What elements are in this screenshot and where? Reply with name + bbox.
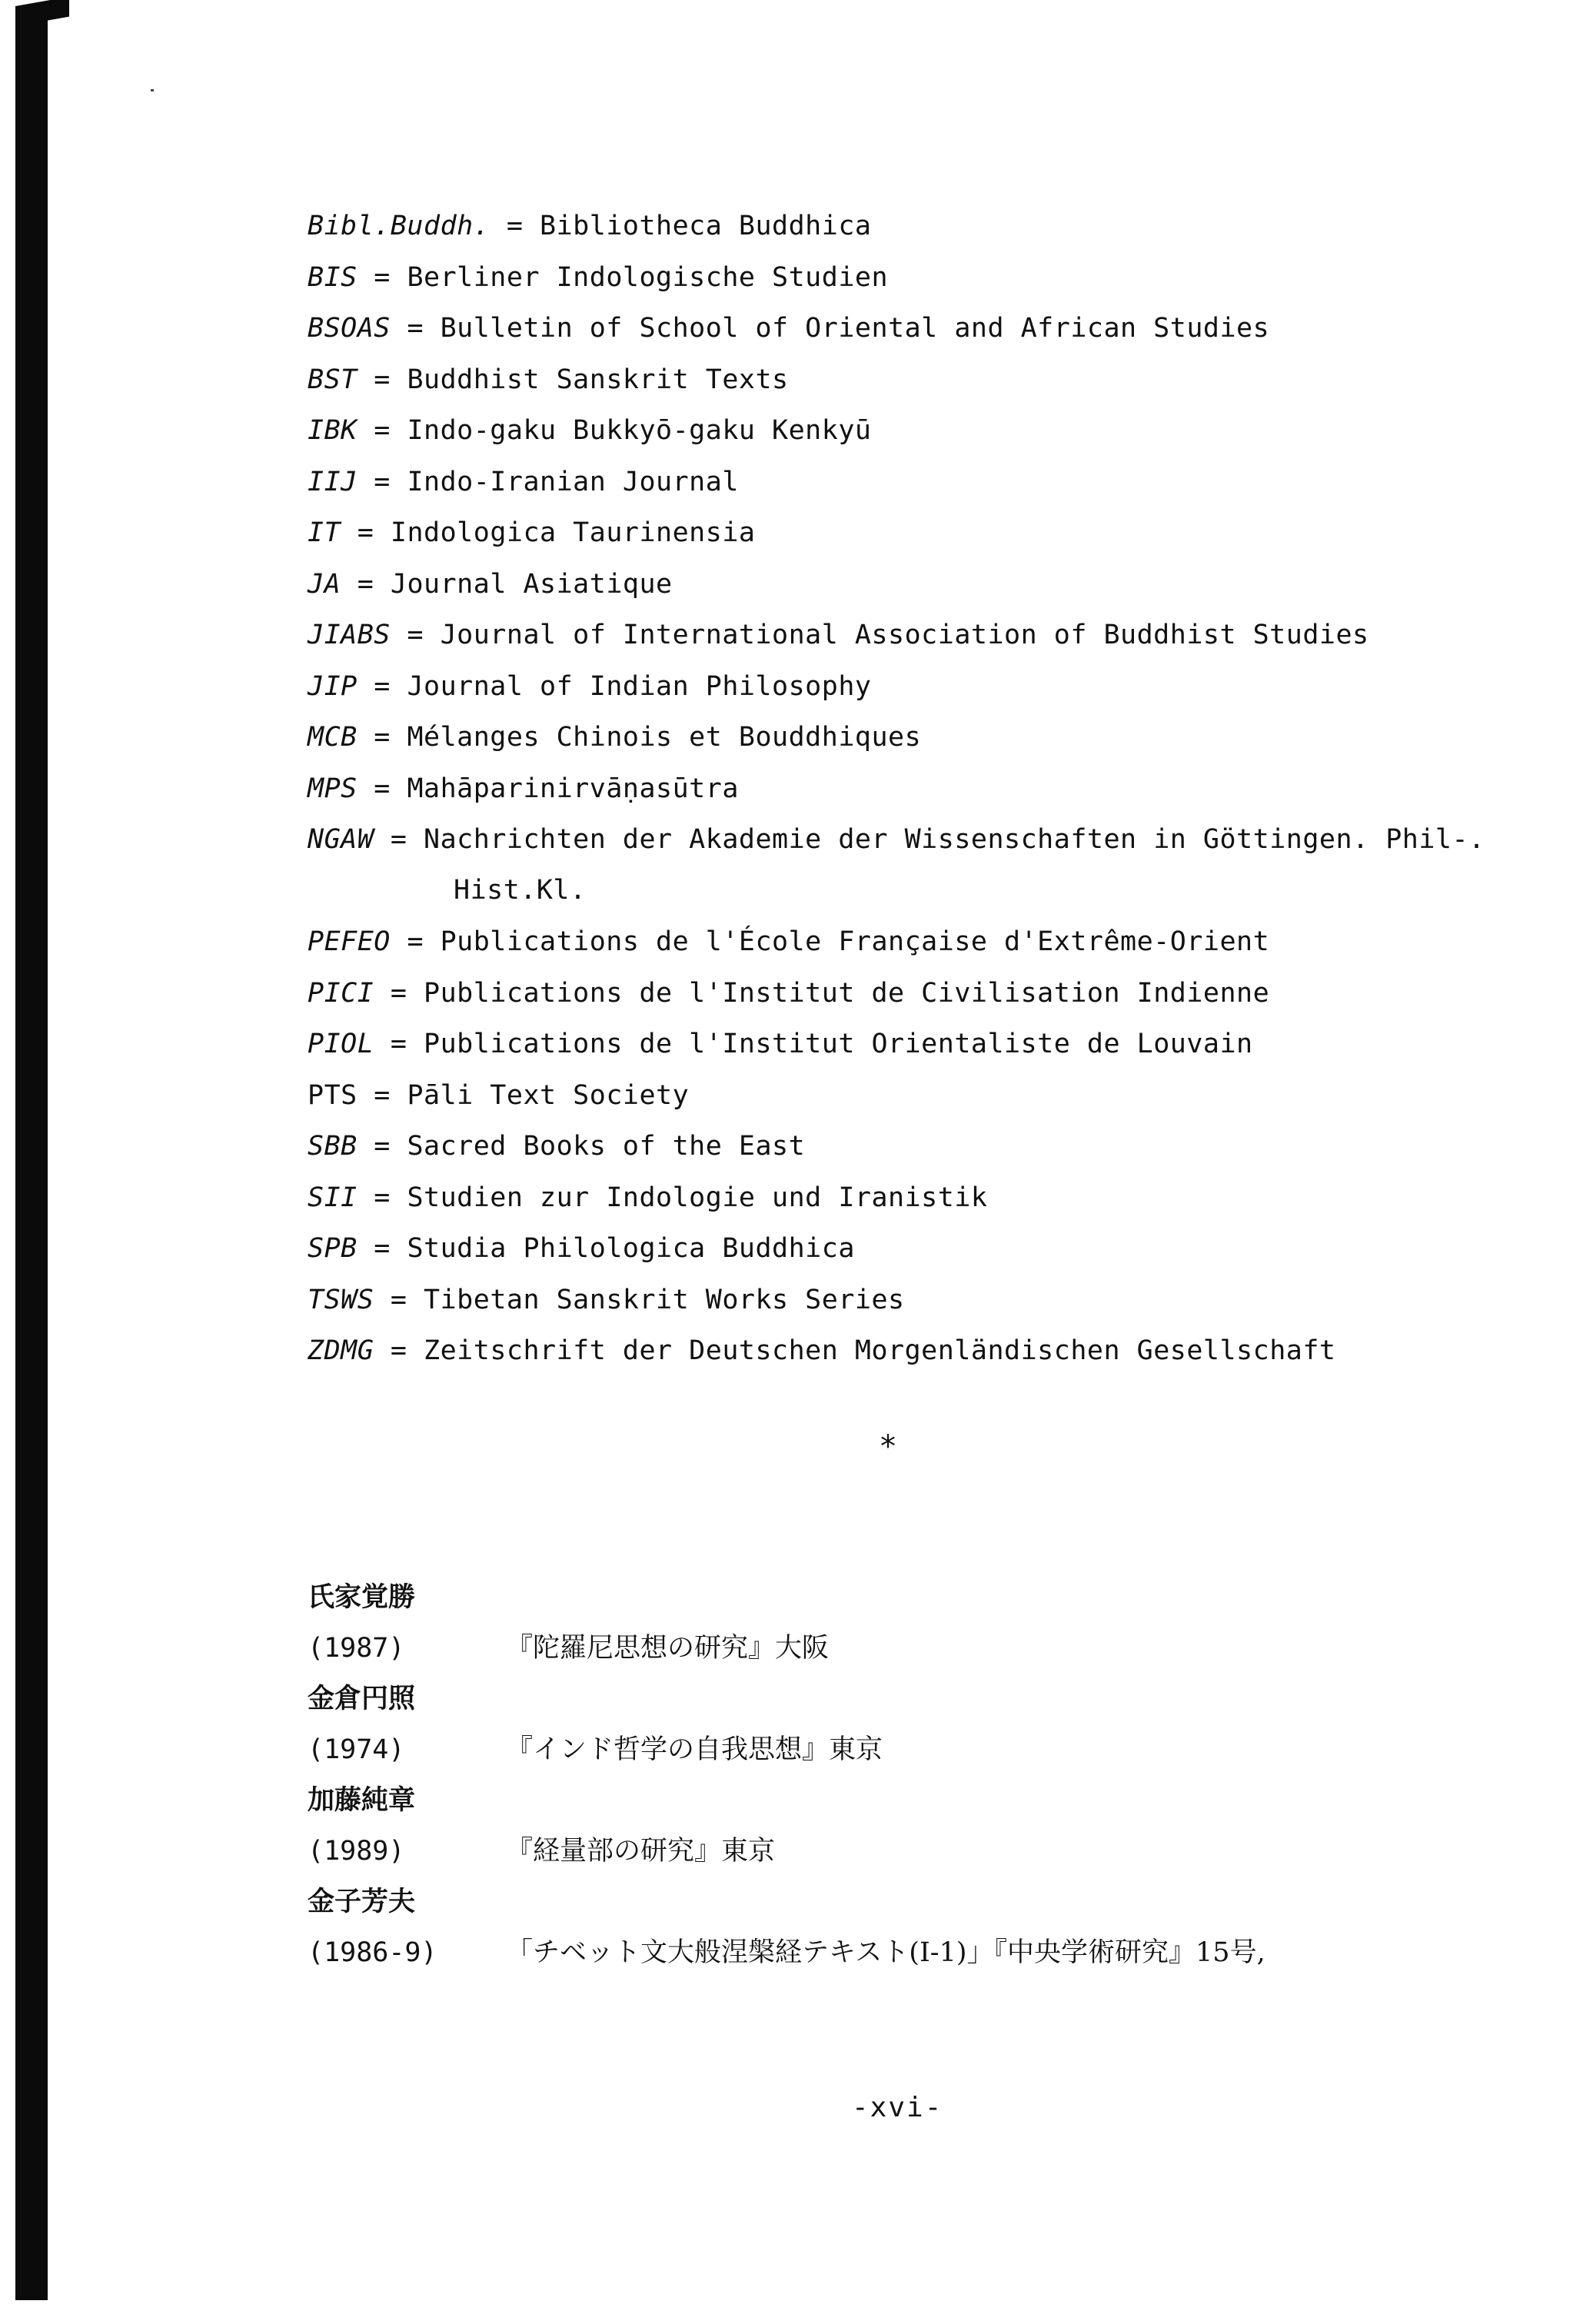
reference-year: (1986-9) xyxy=(308,1937,437,1968)
abbreviation-row xyxy=(308,308,1538,360)
equals-sign: = xyxy=(374,1079,391,1111)
abbreviation-row xyxy=(308,973,1538,1025)
abbreviation-expansion: Journal of Indian Philosophy xyxy=(407,670,872,702)
abbreviation-term: MCB xyxy=(308,722,358,753)
reference-entry xyxy=(308,1730,1553,1780)
abbreviation-expansion: Buddhist Sanskrit Texts xyxy=(407,364,789,395)
abbreviation-expansion: Berliner Indologische Studien xyxy=(407,261,889,293)
equals-sign: = xyxy=(374,1182,391,1213)
abbreviation-term: PIOL xyxy=(308,1029,374,1059)
abbreviation-row xyxy=(308,564,1538,616)
equals-sign: = xyxy=(374,364,391,395)
equals-sign: = xyxy=(390,977,407,1009)
equals-sign: = xyxy=(407,926,424,957)
abbreviation-row xyxy=(308,513,1538,564)
abbreviation-term: SPB xyxy=(308,1233,358,1264)
abbreviation-expansion: Indo-gaku Bukkyō-gaku Kenkyū xyxy=(407,415,872,446)
reference-title: 『陀羅尼思想の研究』大阪 xyxy=(506,1633,830,1664)
reference-entry xyxy=(308,1628,1553,1679)
abbreviation-term: BIS xyxy=(308,261,358,293)
abbreviation-expansion: Studien zur Indologie und Iranistik xyxy=(407,1182,988,1213)
equals-sign: = xyxy=(374,670,391,702)
abbreviation-expansion: Nachrichten der Akademie der Wissenschaften in Göttingen. Phil-. xyxy=(424,824,1485,855)
abbreviation-row xyxy=(308,615,1538,667)
reference-author: 金子芳夫 xyxy=(308,1886,416,1917)
equals-sign: = xyxy=(374,415,391,446)
equals-sign: = xyxy=(374,722,391,753)
abbreviation-expansion: Publications de l'Institut de Civilisation Indienne xyxy=(424,977,1270,1009)
abbreviation-term: TSWS xyxy=(308,1284,374,1315)
page-number: -xvi- xyxy=(852,2092,943,2123)
abbreviation-term: IBK xyxy=(308,415,358,446)
abbreviation-expansion: Mahāparinirvāṇasūtra xyxy=(407,773,739,804)
reference-title: 『経量部の研究』東京 xyxy=(506,1836,776,1867)
abbreviation-row xyxy=(308,922,1538,973)
reference-year: (1974) xyxy=(308,1734,405,1765)
abbreviation-term: PICI xyxy=(308,977,374,1009)
abbreviation-row xyxy=(308,1331,1538,1382)
abbreviation-row xyxy=(308,769,1538,820)
abbreviation-expansion: Zeitschrift der Deutschen Morgenländischen Gesellschaft xyxy=(424,1335,1336,1366)
equals-sign: = xyxy=(357,517,374,548)
abbreviation-expansion: Publications de l'École Française d'Extrême-Orient xyxy=(440,926,1270,957)
equals-sign: = xyxy=(390,1029,407,1059)
abbreviation-term: ZDMG xyxy=(308,1335,374,1366)
equals-sign: = xyxy=(506,211,524,241)
abbreviation-expansion: Pāli Text Society xyxy=(407,1079,690,1111)
equals-sign: = xyxy=(374,261,391,293)
abbreviation-row xyxy=(308,360,1538,411)
equals-sign: = xyxy=(357,568,374,600)
abbreviation-row xyxy=(308,1280,1538,1332)
abbreviation-row xyxy=(308,717,1538,769)
abbreviation-expansion-continuation: Hist.Kl. xyxy=(454,875,587,906)
section-separator-asterisk: * xyxy=(880,1429,896,1465)
reference-author: 加藤純章 xyxy=(308,1784,416,1816)
abbreviation-term: SII xyxy=(308,1182,358,1213)
reference-year: (1989) xyxy=(308,1836,405,1867)
abbreviation-row xyxy=(308,667,1538,718)
abbreviation-term: BST xyxy=(308,364,358,395)
reference-year: (1987) xyxy=(308,1633,405,1664)
abbreviation-expansion: Bibliotheca Buddhica xyxy=(540,211,872,241)
reference-author: 金倉円照 xyxy=(308,1683,416,1714)
reference-list xyxy=(308,1578,1553,1983)
abbreviation-term: JA xyxy=(308,568,341,600)
abbreviation-expansion: Studia Philologica Buddhica xyxy=(407,1233,855,1264)
abbreviation-term: IIJ xyxy=(308,466,358,497)
abbreviation-expansion: Journal Asiatique xyxy=(390,568,673,600)
abbreviation-expansion: Bulletin of School of Oriental and African Studies xyxy=(440,313,1270,344)
reference-title: 『インド哲学の自我思想』東京 xyxy=(506,1734,883,1765)
scan-speck xyxy=(151,89,154,91)
abbreviation-term: IT xyxy=(308,517,341,548)
equals-sign: = xyxy=(374,466,391,497)
equals-sign: = xyxy=(390,824,407,855)
abbreviation-term: BSOAS xyxy=(308,313,391,344)
equals-sign: = xyxy=(374,1233,391,1264)
abbreviation-row xyxy=(308,1024,1538,1076)
abbreviation-term: MPS xyxy=(308,773,358,804)
equals-sign: = xyxy=(407,313,424,344)
equals-sign: = xyxy=(390,1284,407,1315)
abbreviation-expansion: Journal of International Association of Buddhist Studies xyxy=(440,620,1369,650)
abbreviation-expansion: Tibetan Sanskrit Works Series xyxy=(424,1284,905,1315)
reference-author: 氏家覚勝 xyxy=(308,1581,416,1613)
abbreviation-term: JIP xyxy=(308,670,358,702)
abbreviation-term: NGAW xyxy=(308,824,374,855)
abbreviation-row xyxy=(308,206,1538,258)
abbreviation-term: Bibl.Buddh. xyxy=(308,211,491,241)
abbreviation-row xyxy=(308,1228,1538,1280)
abbreviation-row xyxy=(308,1126,1538,1178)
abbreviation-expansion: Publications de l'Institut Orientaliste de Louvain xyxy=(424,1029,1253,1059)
abbreviation-row xyxy=(308,411,1538,462)
abbreviation-expansion: Mélanges Chinois et Bouddhiques xyxy=(407,722,922,753)
reference-entry xyxy=(308,1933,1553,1983)
abbreviation-row xyxy=(308,1076,1538,1127)
abbreviation-row xyxy=(308,462,1538,514)
scan-binding-edge xyxy=(15,18,48,2300)
equals-sign: = xyxy=(390,1335,407,1366)
reference-title: 「チベット文大般涅槃経テキスト(I-1)」『中央学術研究』15号, xyxy=(506,1937,1265,1968)
equals-sign: = xyxy=(374,1131,391,1162)
abbreviation-row xyxy=(308,820,1538,922)
equals-sign: = xyxy=(374,773,391,804)
abbreviation-row xyxy=(308,258,1538,309)
abbreviation-expansion: Indo-Iranian Journal xyxy=(407,466,739,497)
abbreviation-list xyxy=(308,206,1538,1382)
abbreviation-row xyxy=(308,1178,1538,1229)
abbreviation-term: JIABS xyxy=(308,620,391,650)
abbreviation-expansion: Sacred Books of the East xyxy=(407,1131,806,1162)
abbreviation-term: PEFEO xyxy=(308,926,391,957)
abbreviation-expansion: Indologica Taurinensia xyxy=(390,517,756,548)
abbreviation-term: SBB xyxy=(308,1131,358,1162)
equals-sign: = xyxy=(407,620,424,650)
abbreviation-term: PTS xyxy=(308,1079,358,1111)
reference-entry xyxy=(308,1831,1553,1882)
